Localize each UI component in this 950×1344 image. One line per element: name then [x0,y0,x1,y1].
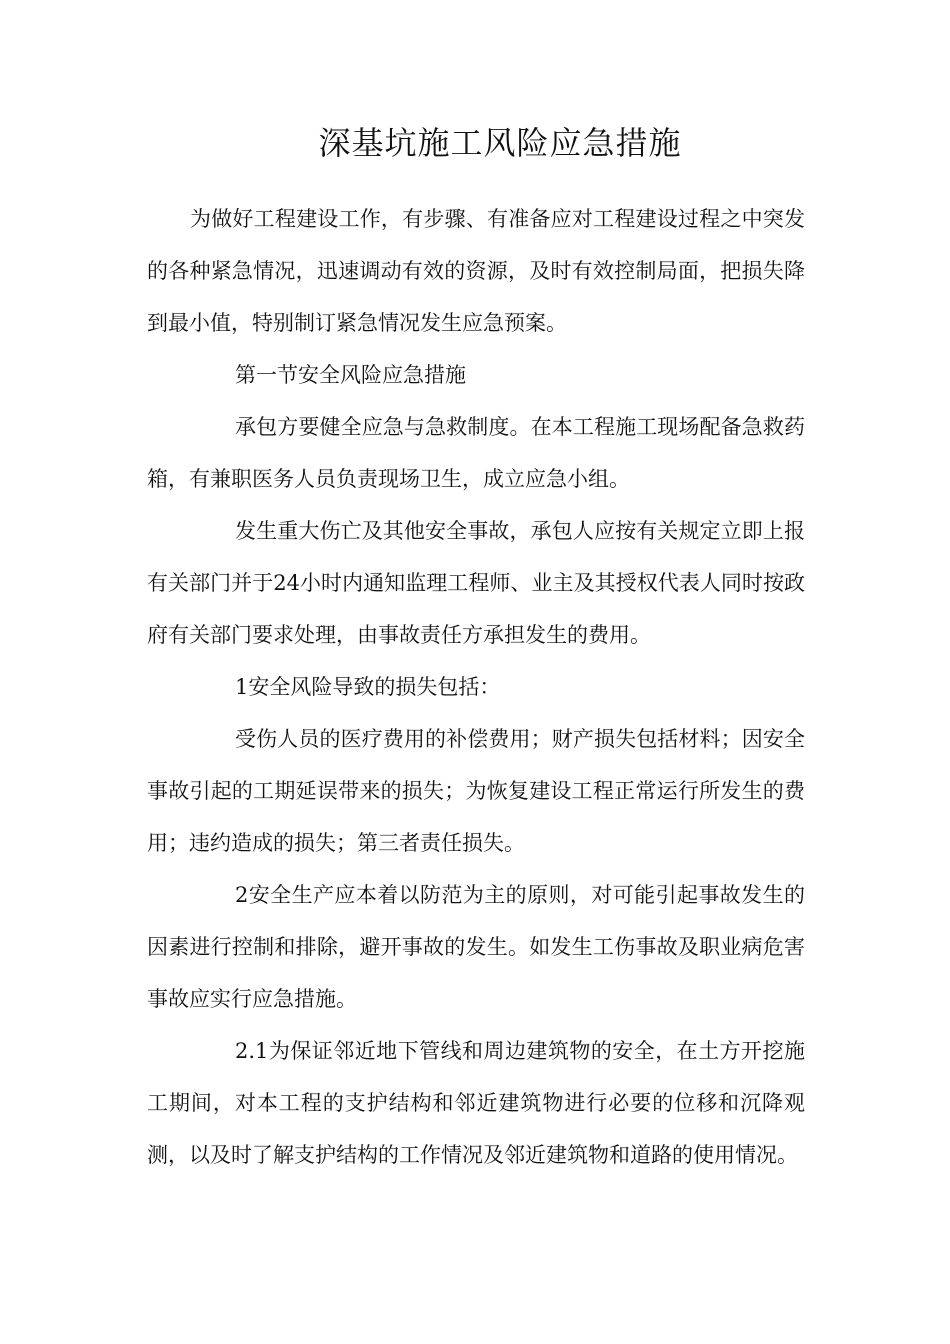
paragraph: 发生重大伤亡及其他安全事故，承包人应按有关规定立即上报有关部门并于24小时内通知监理工程师、业主及其授权代表人同时按政府有关部门要求处理，由事故责任方承担发生的费用。 [147,519,805,647]
list-heading: 1安全风险导致的损失包括： [235,675,501,699]
paragraph: 2安全生产应本着以防范为主的原则，对可能引起事故发生的因素进行控制和排除，避开事故的发生。如发生工伤事故及职业病危害事故应实行应急措施。 [147,883,805,1011]
section-heading: 第一节安全风险应急措施 [235,363,466,387]
document-body [147,193,805,1181]
paragraph: 2.1为保证邻近地下管线和周边建筑物的安全，在土方开挖施工期间，对本工程的支护结构和邻近建筑物进行必要的位移和沉降观测，以及时了解支护结构的工作情况及邻近建筑物和道路的使用情况。 [147,1039,805,1167]
document-title: 深基坑施工风险应急措施 [318,124,682,162]
paragraph: 受伤人员的医疗费用的补偿费用；财产损失包括材料；因安全事故引起的工期延误带来的损失；为恢复建设工程正常运行所发生的费用；违约造成的损失；第三者责任损失。 [147,727,805,855]
intro-paragraph: 为做好工程建设工作，有步骤、有准备应对工程建设过程之中突发的各种紧急情况，迅速调动有效的资源，及时有效控制局面，把损失降到最小值，特别制订紧急情况发生应急预案。 [147,207,805,335]
paragraph: 承包方要健全应急与急救制度。在本工程施工现场配备急救药箱，有兼职医务人员负责现场卫生，成立应急小组。 [147,415,805,491]
